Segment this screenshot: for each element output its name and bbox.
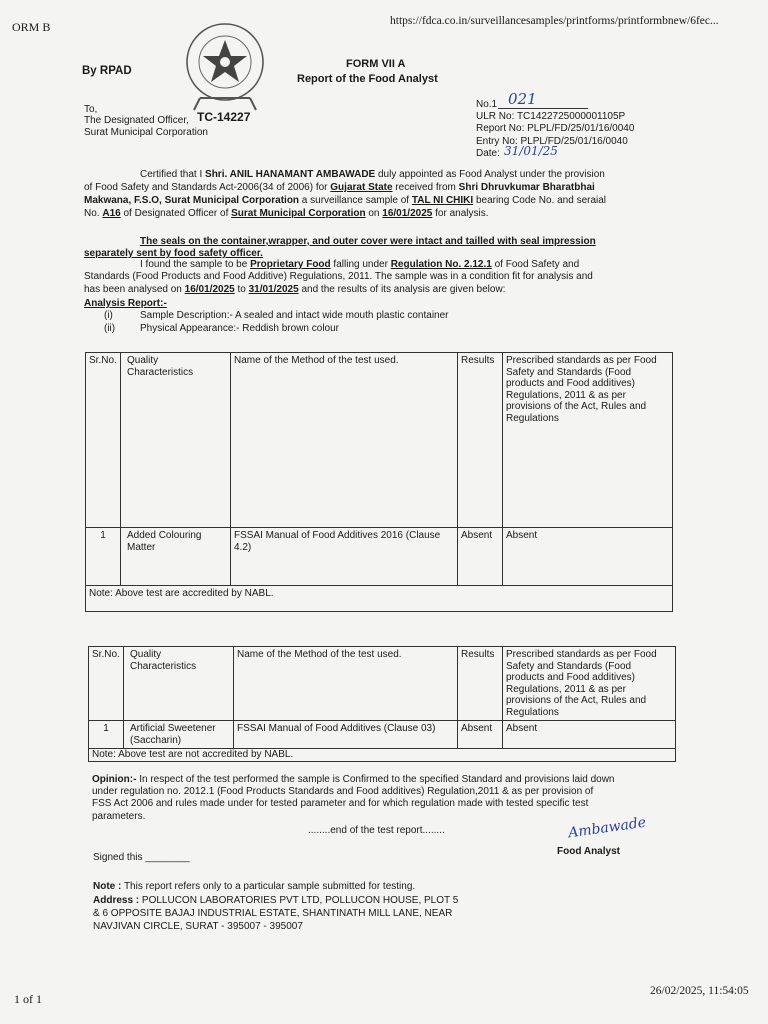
table-note-row [89,749,676,762]
ulr-number: ULR No: TC1422725000001105P [476,111,626,122]
col-results: Results [458,647,503,721]
note-line: Note : This report refers only to a particular sample submitted for testing. [93,881,416,892]
print-header-url[interactable]: https://fdca.co.in/surveillancesamples/printforms/printformbnew/6fec... [390,15,719,27]
row-quality: Artificial Sweetener (Saccharin) [124,721,234,749]
row-srno: 1 [86,528,121,586]
form-title: FORM VII A [346,58,406,70]
col-srno: Sr.No. [89,647,124,721]
print-footer-pages: 1 of 1 [14,992,42,1006]
row-standard: Absent [503,721,676,749]
analysis-heading: Analysis Report:- [84,298,167,309]
analysis-item-ii: Physical Appearance:- Reddish brown colour [140,323,339,334]
address-line2: Surat Municipal Corporation [84,127,208,138]
opinion-line1: Opinion:- In respect of the test performed the sample is Confirmed to the specified Standard and provisions laid down [92,774,615,785]
opinion-line2: under regulation no. 2012.1 (Food Products Standards and Food additives) Regulation,2011 & as per provision of [92,786,594,797]
found-line1: I found the sample to be Proprietary Food falling under Regulation No. 2.12.1 of Food Safety and [140,259,580,270]
col-method: Name of the Method of the test used. [234,647,458,721]
results-table-2 [88,646,676,762]
col-quality: Quality Characteristics [121,353,231,528]
row-result: Absent [458,721,503,749]
accreditation-seal [180,20,270,112]
by-rpad: By RPAD [82,65,132,77]
row-quality: Added Colouring Matter [121,528,231,586]
col-results: Results [458,353,503,528]
signed-this: Signed this ________ [93,852,190,863]
seal-star-icon [180,20,270,112]
table-note: Note: Above test are not accredited by NABL. [89,749,676,762]
ref-no-label: No.1 [476,99,498,110]
seals-line2: separately sent by food safety officer. [84,248,263,259]
table-row [89,721,676,749]
table-header-row [89,647,676,721]
col-srno: Sr.No. [86,353,121,528]
table-note: Note: Above test are accredited by NABL. [86,586,673,612]
print-footer-timestamp: 26/02/2025, 11:54:05 [650,985,749,997]
row-method: FSSAI Manual of Food Additives 2016 (Clause 4.2) [231,528,458,586]
print-header-left: ORM B [12,20,51,34]
found-line3: has been analysed on 16/01/2025 to 31/01/2025 and the results of its analysis are given below: [84,284,506,295]
row-standard: Absent [503,528,673,586]
address-to: To, [84,104,98,115]
col-standards: Prescribed standards as per Food Safety and Standards (Food products and Food additives) Regulations, 2011 & as per provisions of the Act, Rules and Regulations [503,353,673,528]
row-srno: 1 [89,721,124,749]
end-of-report: ........end of the test report........ [308,825,445,836]
table-header-row [86,353,673,528]
opinion-line4: parameters. [92,811,146,822]
cert-line4: No. A16 of Designated Officer of Surat Municipal Corporation on 16/01/2025 for analysis. [84,208,489,219]
opinion-line3: FSS Act 2006 and rules made under for tested parameter and for which regulation made with tested specific test [92,798,589,809]
analysis-item-ii-num: (ii) [104,323,116,334]
table-note-row [86,586,673,612]
cert-line2: of Food Safety and Standards Act-2006(34 of 2006) for Gujarat State received from Shri Dhruvkumar Bharatbhai [84,182,595,193]
analysis-item-i: Sample Description:- A sealed and intact wide mouth plastic container [140,310,449,321]
report-number: Report No: PLPL/FD/25/01/16/0040 [476,123,635,134]
seal-code: TC-14227 [197,110,251,124]
form-subtitle: Report of the Food Analyst [297,73,438,85]
analysis-item-i-num: (i) [104,310,113,321]
cert-line3: Makwana, F.S.O, Surat Municipal Corporation a surveillance sample of TAL NI CHIKI bearing Code No. and seraial [84,195,607,206]
address-block-line2: & 6 OPPOSITE BAJAJ INDUSTRIAL ESTATE, SHANTINATH MILL LANE, NEAR [93,908,453,919]
cert-line1: Certified that I Shri. ANIL HANAMANT AMBAWADE duly appointed as Food Analyst under the provision [140,169,605,180]
entry-number: Entry No: PLPL/FD/25/01/16/0040 [476,136,628,147]
seals-line1: The seals on the container,wrapper, and outer cover were intact and tailled with seal impression [140,236,596,247]
results-table-1 [85,352,673,612]
ref-no-underline [498,108,588,109]
found-line2: Standards (Food Products and Food Additive) Regulations, 2011. The sample was in a condition fit for analysis and [84,271,593,282]
address-line1: The Designated Officer, [84,115,189,126]
table-row [86,528,673,586]
ref-no-handwritten: 021 [508,90,537,108]
analyst-signature: Ambawade [567,814,648,842]
col-standards: Prescribed standards as per Food Safety and Standards (Food products and Food additives) Regulations, 2011 & as per provisions of the Act, Rules and Regulations [503,647,676,721]
food-analyst-label: Food Analyst [557,846,620,857]
row-result: Absent [458,528,503,586]
address-block-line1: Address : POLLUCON LABORATORIES PVT LTD, POLLUCON HOUSE, PLOT 5 [93,895,459,906]
address-block-line3: NAVJIVAN CIRCLE, SURAT - 395007 - 395007 [93,921,303,932]
col-method: Name of the Method of the test used. [231,353,458,528]
col-quality: Quality Characteristics [124,647,234,721]
date-label: Date: [476,148,500,159]
date-handwritten: 31/01/25 [504,144,558,158]
row-method: FSSAI Manual of Food Additives (Clause 03) [234,721,458,749]
